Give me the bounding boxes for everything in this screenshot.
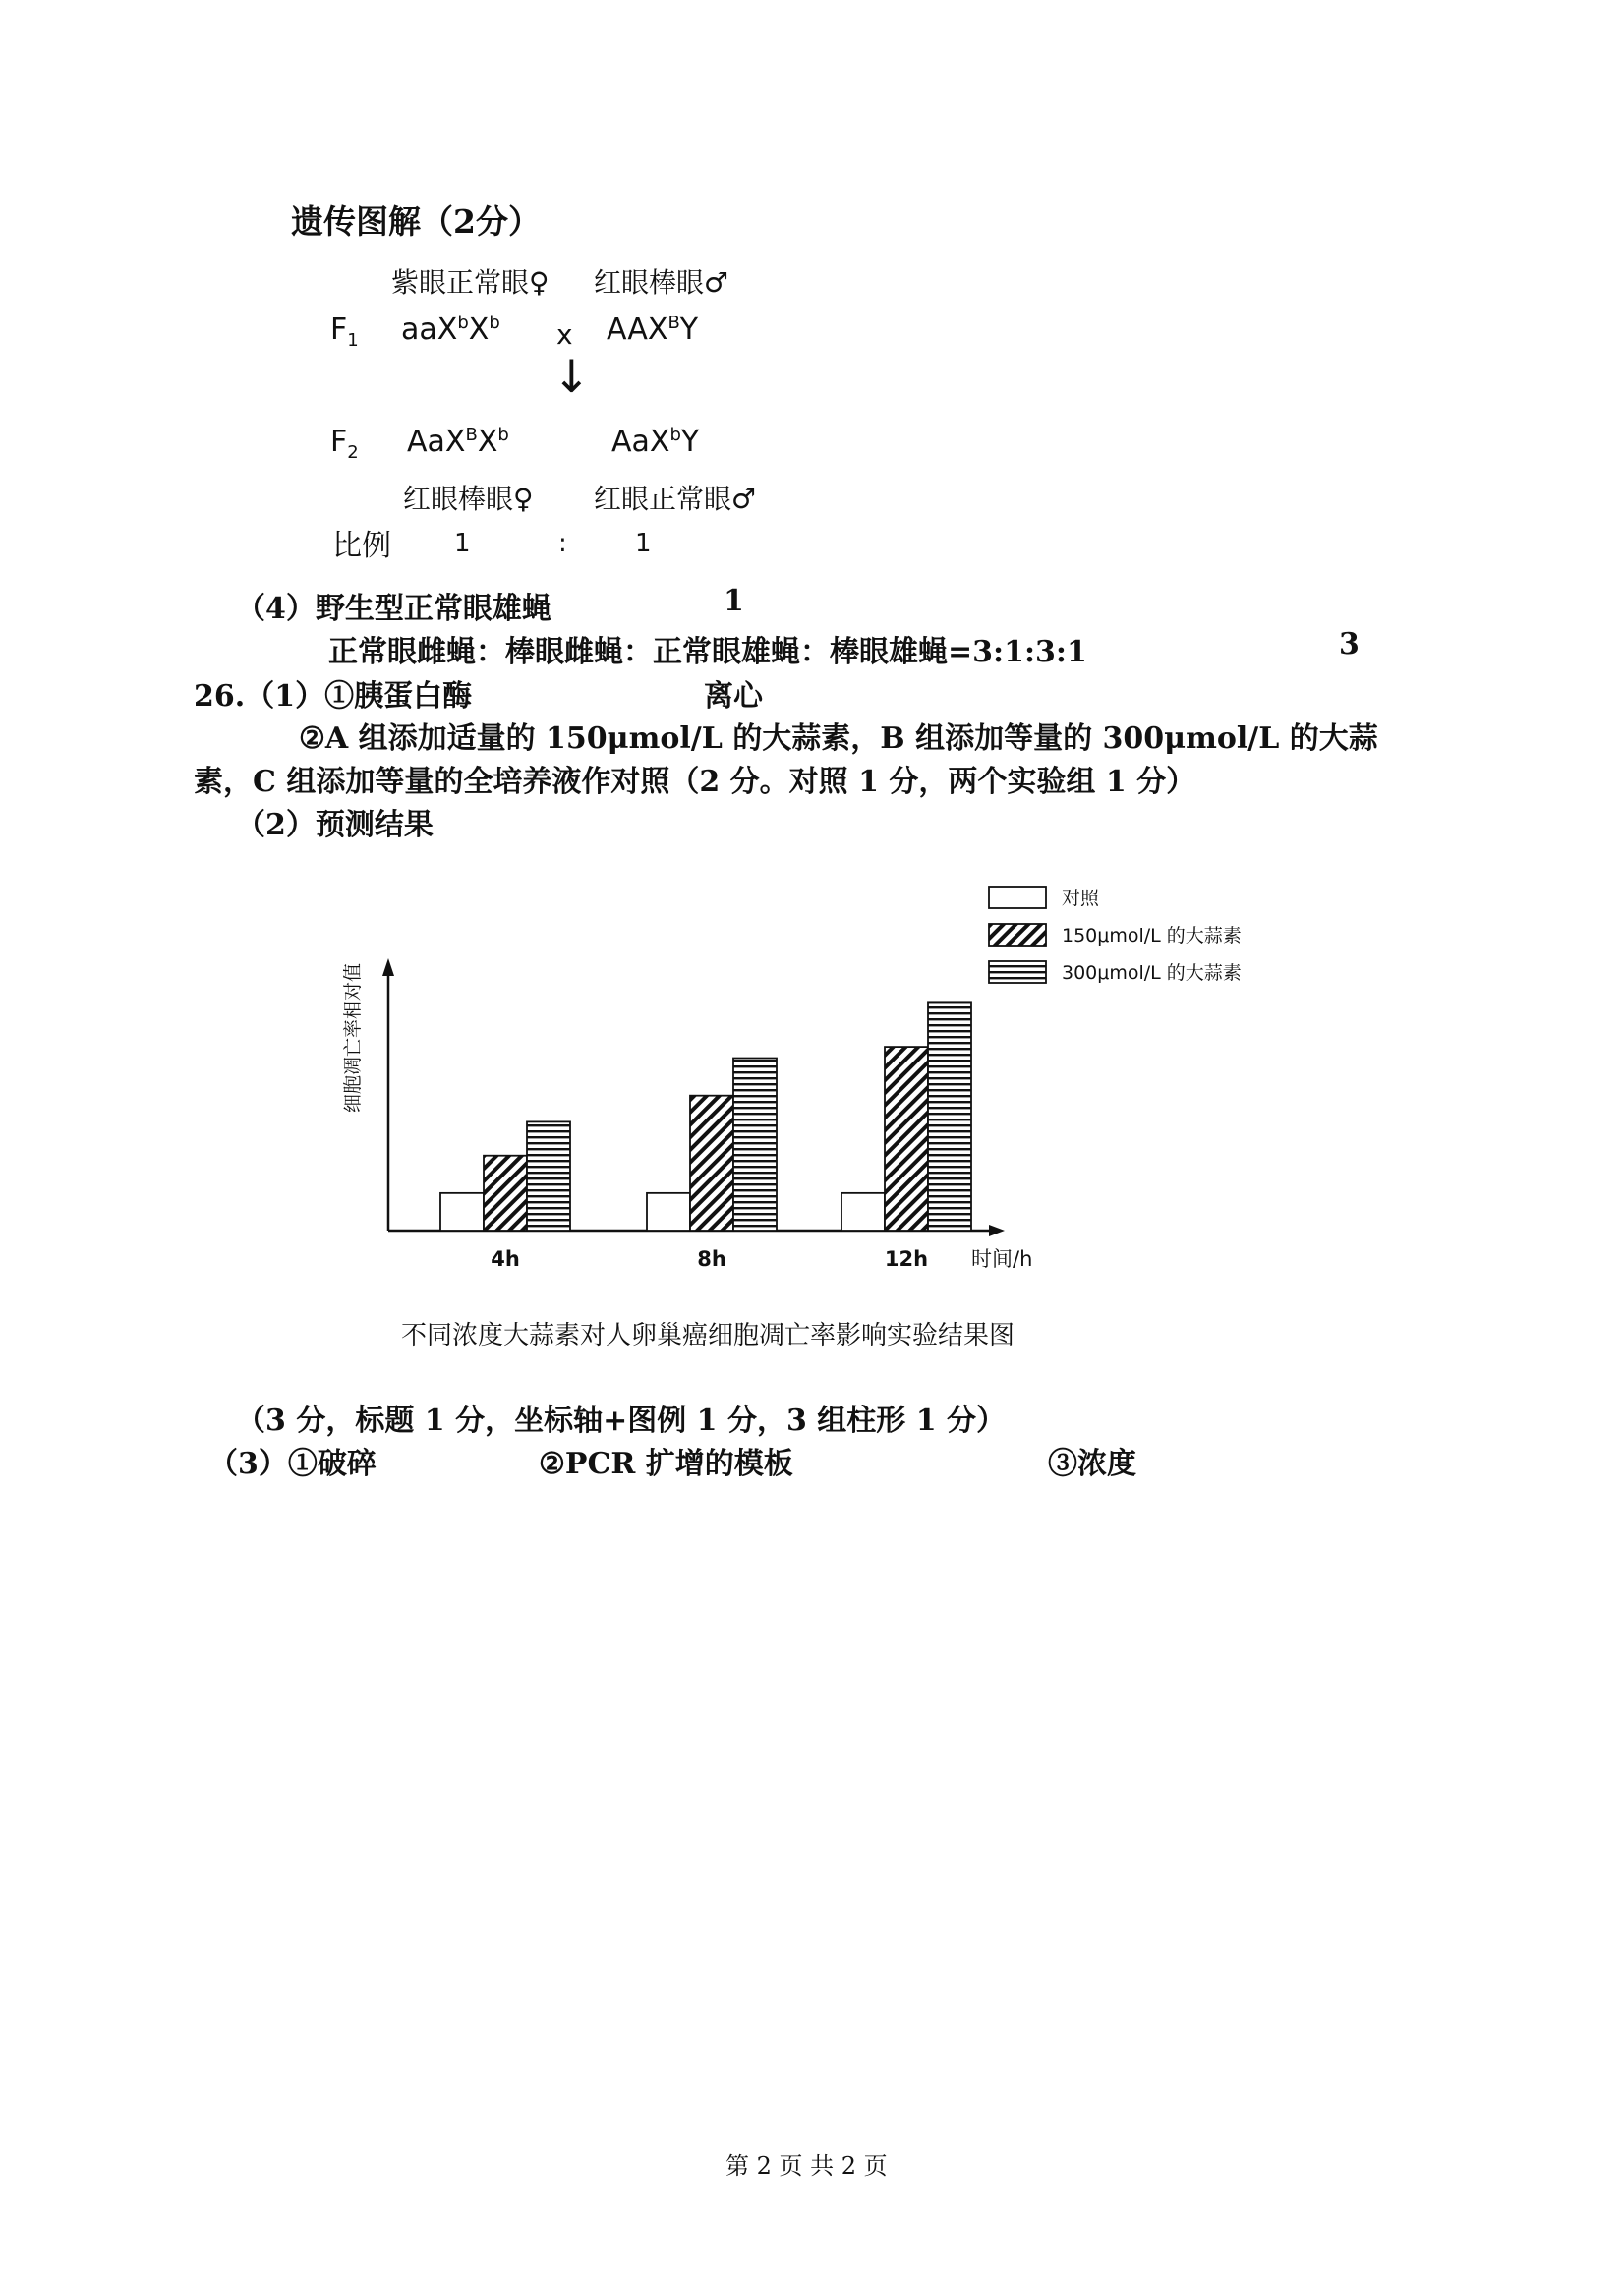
f1-female-genotype: $aaX^bX^b$ [401,313,500,347]
bar-8h-series-2 [690,1096,733,1231]
y-axis-arrowhead [382,958,394,976]
q26-line2: ②A 组添加适量的 150μmol/L 的大蒜素，B 组添加等量的 300μmol/L 的大蒜 [299,721,1378,756]
q26-line1: 26.（1）①胰蛋白酶 [194,679,473,714]
f1-male-genotype: $AAX^BY$ [607,313,699,347]
f1-generation-label: $F_1$ [330,313,359,351]
p-female-label: 紫眼正常眼♀ [391,266,550,299]
p-male-label: 红眼棒眼♂ [594,266,729,299]
x-tick-label: 12h [884,1247,929,1271]
q4-score2: 3 [1339,627,1360,661]
legend-label-3: 300μmol/L 的大蒜素 [1062,962,1242,984]
f2-male-label: 红眼正常眼♂ [594,483,757,515]
q3-item-b: ②PCR 扩增的模板 [539,1447,793,1481]
f2-generation-label: $F_2$ [330,425,359,463]
x-axis-arrowhead [989,1225,1005,1236]
x-axis-label: 时间/h [971,1247,1033,1271]
bar-12h-series-3 [928,1002,971,1231]
ratio-right: 1 [635,529,652,558]
f2-female-label: 红眼棒眼♀ [403,483,534,515]
ratio-colon: : [558,529,567,558]
legend-label-1: 对照 [1062,888,1100,909]
cross-arrow: ↓ [552,350,591,403]
bar-4h-series-1 [440,1193,484,1231]
bar-4h-series-3 [527,1121,570,1231]
chart-title: 不同浓度大蒜素对人卵巢癌细胞凋亡率影响实验结果图 [401,1321,1015,1350]
bar-8h-series-3 [733,1059,777,1231]
bar-12h-series-2 [885,1047,928,1231]
bar-4h-series-2 [484,1156,527,1231]
q26-line3: 素，C 组添加等量的全培养液作对照（2 分。对照 1 分，两个实验组 1 分） [194,765,1196,799]
q26-line1-answer: 离心 [704,679,763,714]
apoptosis-bar-chart [334,865,1242,1288]
page-footer: 第 2 页 共 2 页 [725,2152,888,2180]
ratio-left: 1 [454,529,471,558]
q3-item-a: （3）①破碎 [208,1447,377,1481]
q3-item-c: ③浓度 [1048,1447,1136,1481]
legend-label-2: 150μmol/L 的大蒜素 [1062,925,1242,947]
scoring-note: （3 分，标题 1 分，坐标轴+图例 1 分，3 组柱形 1 分） [236,1404,1007,1438]
y-axis-label: 细胞凋亡率相对值 [342,962,364,1114]
q4-line1: （4）野生型正常眼雄蝇 [236,592,551,626]
legend-swatch-1 [989,887,1046,908]
x-tick-label: 8h [697,1247,726,1271]
bar-12h-series-1 [841,1193,885,1231]
f2-female-genotype: $AaX^BX^b$ [407,425,509,459]
f2-male-genotype: AaX$^b$Y [611,425,700,459]
x-tick-label: 4h [491,1247,520,1271]
q4-score1: 1 [724,584,744,618]
legend-swatch-3 [989,961,1046,983]
legend-swatch-2 [989,924,1046,946]
bar-8h-series-1 [647,1193,690,1231]
genetics-heading: 遗传图解（2分） [291,202,541,241]
cross-sign: x [556,318,573,351]
ratio-label: 比例 [332,529,391,563]
q26-line4: （2）预测结果 [236,808,434,842]
q4-line2: 正常眼雌蝇：棒眼雌蝇：正常眼雄蝇：棒眼雄蝇=3:1:3:1 [328,635,1087,669]
